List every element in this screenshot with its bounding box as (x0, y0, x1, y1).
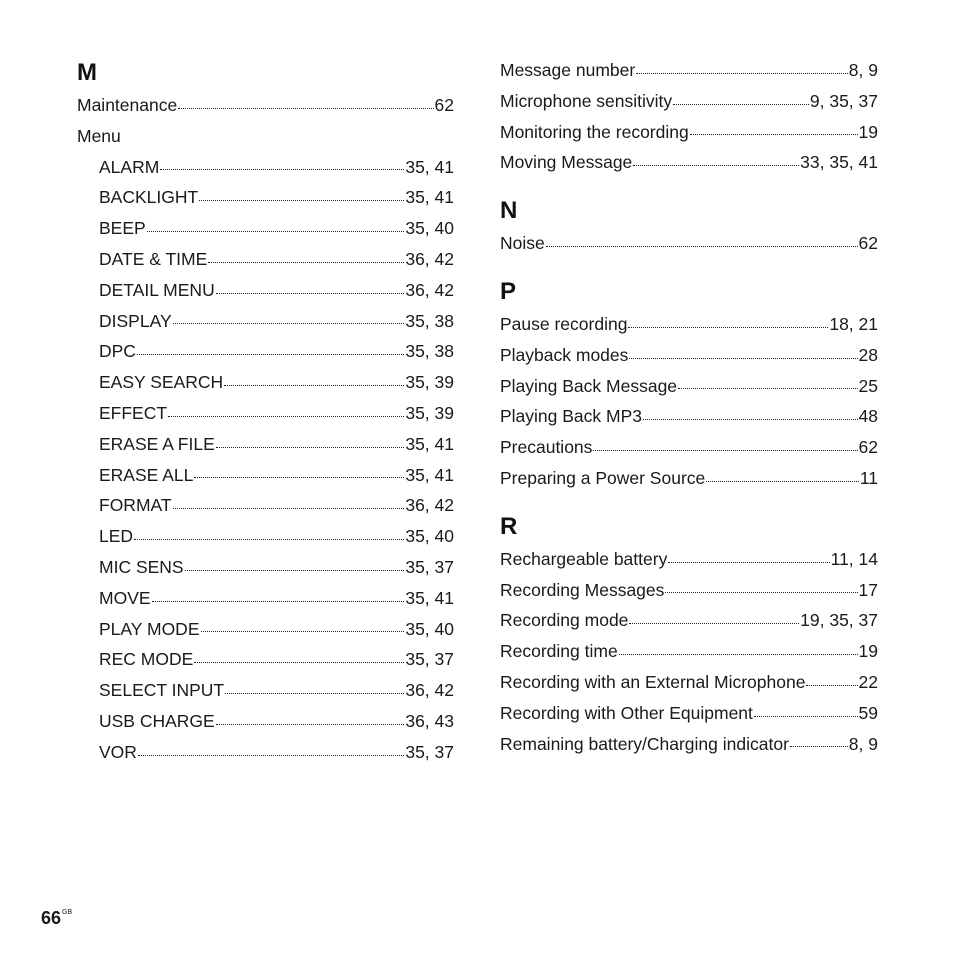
entry-page-numbers: 19 (858, 121, 878, 142)
dot-leader (643, 418, 858, 420)
entry-page-numbers: 35, 41 (405, 464, 454, 485)
index-subentry (77, 460, 454, 491)
dot-leader (173, 507, 405, 509)
entry-page-numbers: 36, 43 (405, 710, 454, 731)
entry-term: Recording mode (500, 610, 629, 631)
entry-term: Recording with Other Equipment (500, 702, 753, 723)
index-subentry (77, 336, 454, 367)
entry-term: Playback modes (500, 344, 629, 365)
dot-leader (629, 357, 857, 359)
index-subentry (77, 614, 454, 645)
entry-page-numbers: 35, 38 (405, 341, 454, 362)
index-entry (500, 117, 878, 148)
entry-page-numbers: 35, 39 (405, 372, 454, 393)
index-entry (500, 575, 878, 606)
dot-leader (147, 230, 405, 232)
index-entry (500, 636, 878, 667)
section-letter-heading: M (77, 59, 97, 86)
entry-term: ERASE ALL (99, 464, 194, 485)
index-entry (500, 55, 878, 86)
index-subentry (77, 583, 454, 614)
entry-page-numbers: 9, 35, 37 (809, 90, 878, 111)
entry-term: Recording time (500, 641, 618, 662)
entry-term: DETAIL MENU (99, 279, 215, 300)
dot-leader (593, 449, 857, 451)
entry-page-numbers: 35, 38 (405, 310, 454, 331)
entry-page-numbers: 36, 42 (405, 279, 454, 300)
index-subentry (77, 552, 454, 583)
dot-leader (629, 622, 799, 624)
entry-term: Remaining battery/Charging indicator (500, 733, 789, 754)
index-entry (77, 90, 454, 121)
index-subentry (77, 182, 454, 213)
entry-page-numbers: 36, 42 (405, 495, 454, 516)
entry-term: VOR (99, 741, 137, 762)
dot-leader (636, 72, 848, 74)
index-subentry (77, 244, 454, 275)
entry-page-numbers: 62 (434, 95, 454, 115)
dot-leader (201, 630, 405, 632)
entry-term: MIC SENS (99, 556, 184, 577)
entry-page-numbers: 36, 42 (405, 248, 454, 269)
index-subentry (77, 429, 454, 460)
dot-leader (790, 745, 848, 747)
index-subentry (77, 152, 454, 183)
dot-leader (194, 476, 404, 478)
entry-term: BACKLIGHT (99, 187, 199, 208)
index-subentry (77, 275, 454, 306)
index-entry (500, 340, 878, 371)
entry-term: BEEP (99, 218, 146, 239)
dot-leader (168, 415, 404, 417)
index-subentry (77, 706, 454, 737)
dot-leader (137, 353, 404, 355)
page-number-footer (41, 908, 72, 929)
entry-term: DATE & TIME (99, 248, 208, 269)
index-subentry (77, 213, 454, 244)
entry-term: PLAY MODE (99, 618, 200, 639)
page-locale-superscript: GB (62, 909, 73, 916)
entry-term: Monitoring the recording (500, 121, 689, 142)
dot-leader (134, 538, 404, 540)
index-subentry (77, 521, 454, 552)
dot-leader (208, 261, 404, 263)
dot-leader (678, 387, 857, 389)
entry-page-numbers: 28 (858, 344, 878, 365)
index-subentry (77, 306, 454, 337)
index-entry (500, 432, 878, 463)
index-section (500, 512, 878, 760)
dot-leader (546, 245, 858, 247)
entry-term: Pause recording (500, 313, 628, 334)
index-column-right (500, 55, 878, 777)
section-letter-heading: P (500, 277, 517, 305)
entry-page-numbers: 35, 41 (405, 587, 454, 608)
dot-leader (173, 322, 405, 324)
dot-leader (706, 480, 859, 482)
section-letter-heading: N (500, 197, 518, 225)
entry-page-numbers: 35, 37 (405, 649, 454, 670)
entry-term: Menu (77, 125, 121, 146)
index-section (500, 277, 878, 494)
entry-page-numbers: 35, 41 (405, 187, 454, 208)
entry-term: Maintenance (77, 95, 178, 115)
index-entry (500, 698, 878, 729)
index-entry (500, 309, 878, 340)
entry-term: EASY SEARCH (99, 372, 224, 393)
index-subentry (77, 737, 454, 768)
index-entry (500, 729, 878, 760)
entry-page-numbers: 11, 14 (830, 548, 878, 569)
entry-page-numbers: 11 (859, 467, 878, 488)
entry-term: DPC (99, 341, 136, 362)
page-number: 66 (41, 908, 62, 928)
dot-leader (194, 661, 404, 663)
entry-term: Moving Message (500, 152, 633, 173)
entry-term: Message number (500, 60, 636, 80)
dot-leader (152, 600, 405, 602)
entry-term: SELECT INPUT (99, 680, 225, 701)
dot-leader (160, 168, 404, 170)
entry-term: Recording Messages (500, 579, 665, 600)
entry-term: Playing Back MP3 (500, 406, 643, 427)
dot-leader (619, 653, 858, 655)
dot-leader (754, 715, 858, 717)
entry-term: REC MODE (99, 649, 194, 670)
index-entry (77, 121, 454, 152)
dot-leader (690, 133, 858, 135)
entry-term: Preparing a Power Source (500, 467, 706, 488)
entry-term: ERASE A FILE (99, 433, 215, 454)
entry-page-numbers: 35, 41 (405, 156, 454, 177)
entry-page-numbers: 35, 37 (405, 741, 454, 762)
entry-term: Microphone sensitivity (500, 90, 673, 111)
entry-term: DISPLAY (99, 310, 172, 331)
entry-page-numbers: 22 (858, 671, 878, 692)
dot-leader (665, 591, 857, 593)
dot-leader (628, 326, 828, 328)
dot-leader (185, 569, 405, 571)
dot-leader (216, 446, 405, 448)
entry-page-numbers: 25 (858, 375, 878, 396)
index-subentry (77, 644, 454, 675)
entry-term: EFFECT (99, 402, 168, 423)
entry-term: Recording with an External Microphone (500, 671, 806, 692)
entry-page-numbers: 19, 35, 37 (800, 610, 878, 631)
index-entry (500, 667, 878, 698)
entry-page-numbers: 35, 40 (405, 218, 454, 239)
entry-page-numbers: 35, 39 (405, 402, 454, 423)
entry-page-numbers: 35, 40 (405, 526, 454, 547)
entry-term: Playing Back Message (500, 375, 678, 396)
entry-page-numbers: 17 (858, 579, 878, 600)
entry-page-numbers: 35, 41 (405, 433, 454, 454)
entry-term: Rechargeable battery (500, 548, 668, 569)
index-entry (500, 463, 878, 494)
dot-leader (224, 384, 404, 386)
entry-term: MOVE (99, 587, 151, 608)
entry-page-numbers: 18, 21 (829, 313, 878, 334)
entry-term: Noise (500, 233, 545, 254)
index-entry (500, 228, 878, 259)
dot-leader (225, 692, 404, 694)
index-section (500, 196, 878, 259)
dot-leader (199, 199, 404, 201)
dot-leader (806, 684, 857, 686)
dot-leader (216, 292, 405, 294)
entry-page-numbers: 8, 9 (848, 60, 878, 80)
dot-leader (216, 723, 405, 725)
entry-page-numbers: 19 (858, 641, 878, 662)
entry-page-numbers: 33, 35, 41 (800, 152, 878, 173)
entry-page-numbers: 48 (858, 406, 878, 427)
index-entry (500, 544, 878, 575)
entry-page-numbers: 62 (858, 437, 878, 458)
dot-leader (138, 754, 404, 756)
dot-leader (668, 561, 829, 563)
entry-term: USB CHARGE (99, 710, 215, 731)
index-section (500, 55, 878, 178)
dot-leader (633, 164, 799, 166)
index-entry (500, 147, 878, 178)
index-subentry (77, 367, 454, 398)
entry-page-numbers: 36, 42 (405, 680, 454, 701)
dot-leader (673, 103, 809, 105)
entry-page-numbers: 59 (858, 702, 878, 723)
index-entry (500, 401, 878, 432)
index-subentry (77, 490, 454, 521)
index-column-left (77, 56, 454, 786)
entry-page-numbers: 35, 37 (405, 556, 454, 577)
entry-term: Precautions (500, 437, 593, 458)
section-letter-heading: R (500, 512, 518, 540)
entry-term: LED (99, 526, 134, 547)
entry-term: ALARM (99, 156, 160, 177)
index-section (77, 58, 454, 768)
index-subentry (77, 675, 454, 706)
entry-page-numbers: 35, 40 (405, 618, 454, 639)
index-entry (500, 86, 878, 117)
entry-page-numbers: 8, 9 (848, 733, 878, 754)
entry-term: FORMAT (99, 495, 172, 516)
entry-page-numbers: 62 (858, 233, 878, 254)
index-subentry (77, 398, 454, 429)
index-entry (500, 371, 878, 402)
dot-leader (178, 107, 433, 109)
index-entry (500, 605, 878, 636)
